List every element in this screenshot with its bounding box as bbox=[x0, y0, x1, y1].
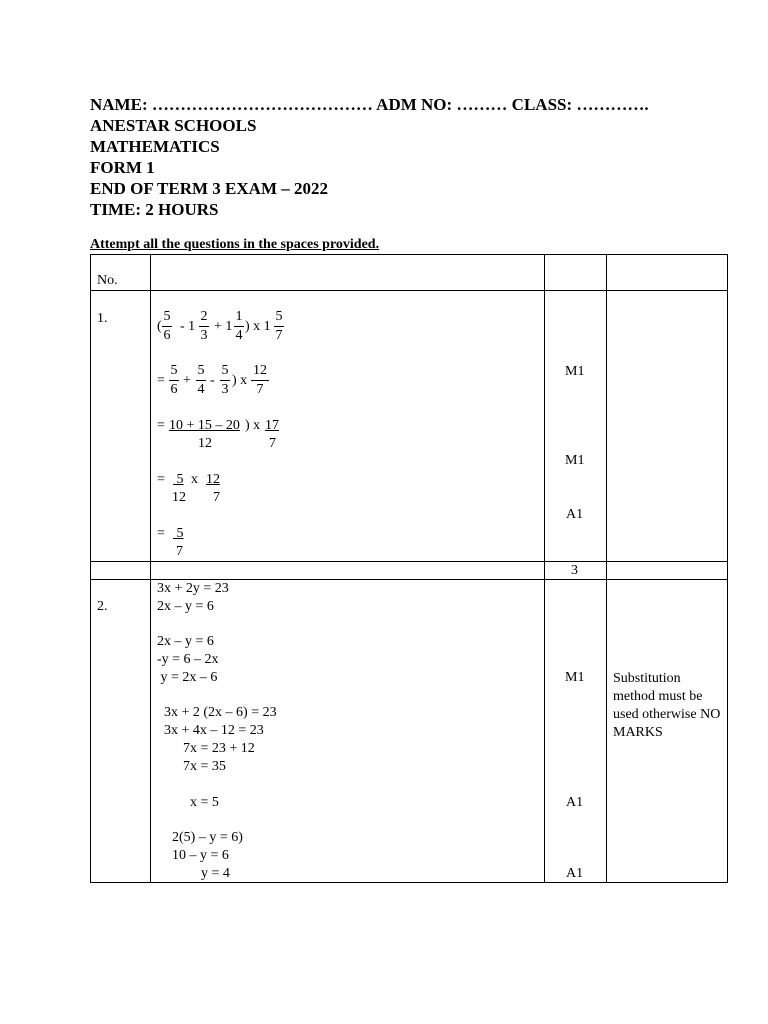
q2-line: 7x = 23 + 12 bbox=[183, 741, 255, 756]
form-level: FORM 1 bbox=[90, 158, 155, 177]
subject: MATHEMATICS bbox=[90, 137, 220, 156]
exam-time: TIME: 2 HOURS bbox=[90, 200, 219, 219]
q2-line: 7x = 35 bbox=[183, 759, 226, 774]
q2-line: 2x – y = 6 bbox=[157, 599, 214, 614]
q2-line: 2(5) – y = 6) bbox=[172, 830, 243, 845]
instructions: Attempt all the questions in the spaces provided. bbox=[90, 237, 380, 252]
q2-line: y = 2x – 6 bbox=[157, 670, 218, 685]
q2-line: 3x + 4x – 12 = 23 bbox=[164, 723, 264, 738]
q2-line: 3x + 2y = 23 bbox=[157, 581, 229, 596]
question-2-number: 2. bbox=[97, 599, 108, 614]
q1-total: 3 bbox=[571, 563, 578, 578]
q2-mark-2: A1 bbox=[566, 795, 584, 810]
q2-comment: Substitution method must be used otherwise NO MARKS bbox=[613, 671, 721, 740]
exam-title: END OF TERM 3 EXAM – 2022 bbox=[90, 179, 328, 198]
q2-line: y = 4 bbox=[201, 866, 230, 881]
q2-line: 10 – y = 6 bbox=[172, 848, 229, 863]
q2-line: 3x + 2 (2x – 6) = 23 bbox=[164, 705, 277, 720]
q2-mark-3: A1 bbox=[566, 866, 584, 881]
column-header-no: No. bbox=[97, 273, 118, 288]
q2-mark-1: M1 bbox=[565, 670, 585, 685]
q2-line: x = 5 bbox=[190, 795, 219, 810]
q2-line: -y = 6 – 2x bbox=[157, 652, 219, 667]
q1-mark-3: A1 bbox=[566, 507, 584, 522]
question-1-number: 1. bbox=[97, 311, 108, 326]
q2-line: 2x – y = 6 bbox=[157, 634, 214, 649]
q1-mark-1: M1 bbox=[565, 364, 585, 379]
name-admno-class-line: NAME: ………………………………… ADM NO: ……… CLASS: …………. bbox=[90, 95, 649, 114]
q1-mark-2: M1 bbox=[565, 453, 585, 468]
school-name: ANESTAR SCHOOLS bbox=[90, 116, 257, 135]
